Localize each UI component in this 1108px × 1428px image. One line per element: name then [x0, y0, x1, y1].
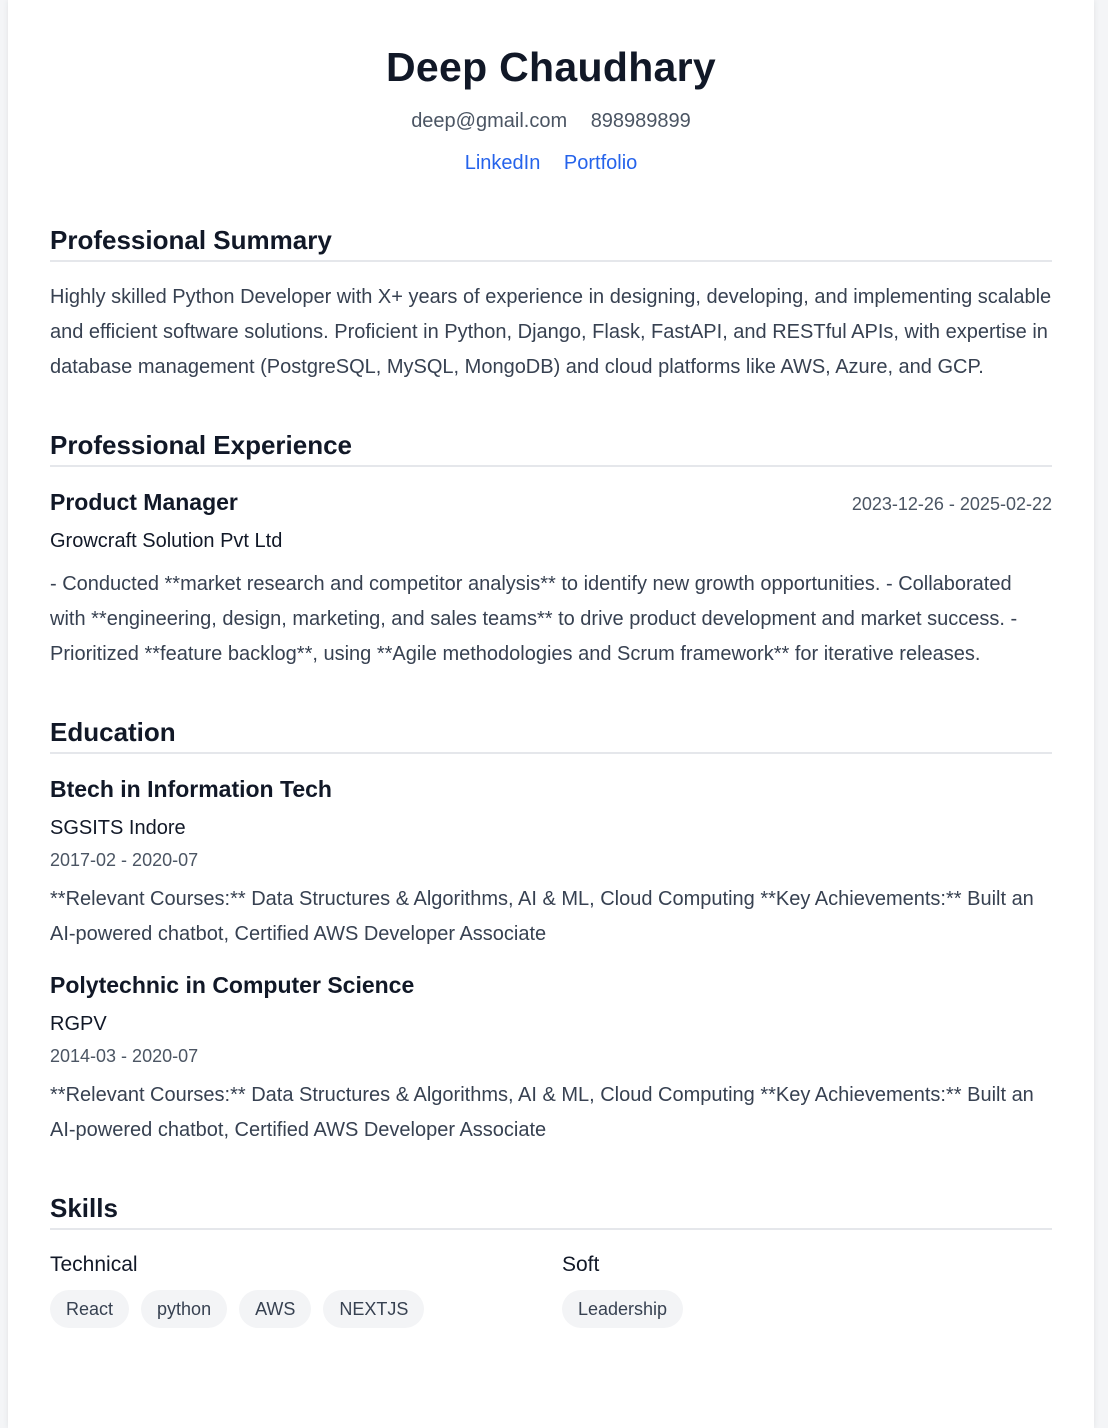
phone-text: 898989899 [590, 110, 691, 132]
skills-grid [50, 1252, 1052, 1328]
experience-heading: Professional Experience [50, 429, 1052, 467]
summary-heading: Professional Summary [50, 224, 1052, 262]
edu-details: **Relevant Courses:** Data Structures & Algorithms, AI & ML, Cloud Computing **Key Achievements:** Built an AI-powered chatbot, Certified AWS Developer Associate [50, 1084, 1034, 1141]
job-header [50, 487, 1052, 517]
summary-section [50, 224, 1052, 385]
email-text: deep@gmail.com [411, 110, 568, 132]
portfolio-link[interactable]: Portfolio [563, 152, 638, 174]
technical-skills-label: Technical [50, 1253, 138, 1276]
soft-skills-label: Soft [562, 1253, 600, 1276]
resume-header [50, 0, 1052, 176]
education-section [50, 716, 1052, 1148]
skill-chip: NEXTJS [323, 1290, 424, 1328]
job-dates: 2023-12-26 - 2025-02-22 [851, 494, 1052, 514]
skill-chip: React [50, 1290, 129, 1328]
edu-degree: Btech in Information Tech [50, 776, 332, 802]
linkedin-link[interactable]: LinkedIn [464, 152, 541, 174]
experience-section [50, 429, 1052, 672]
soft-skill-chips [562, 1290, 1052, 1328]
job-entry [50, 487, 1052, 672]
contact-line [50, 108, 1052, 134]
profile-links [50, 150, 1052, 176]
edu-school: RGPV [50, 1013, 107, 1035]
edu-dates: 2017-02 - 2020-07 [50, 850, 199, 870]
candidate-name: Deep Chaudhary [386, 44, 716, 90]
job-company: Growcraft Solution Pvt Ltd [50, 530, 283, 552]
summary-text: Highly skilled Python Developer with X+ years of experience in designing, developing, and implementing scalable and efficient software solutions. Proficient in Python, Django, Flask, FastAPI, and RESTful APIs, with expertise in database management (PostgreSQL, MySQL, MongoDB) and cloud platforms like AWS, Azure, and GCP. [50, 286, 1052, 378]
technical-skill-chips [50, 1290, 562, 1328]
education-entry [50, 970, 1052, 1148]
skill-chip: python [141, 1290, 227, 1328]
edu-school: SGSITS Indore [50, 817, 186, 839]
edu-dates: 2014-03 - 2020-07 [50, 1046, 199, 1066]
skill-chip: AWS [239, 1290, 311, 1328]
education-heading: Education [50, 716, 1052, 754]
skill-chip: Leadership [562, 1290, 683, 1328]
education-entry [50, 774, 1052, 952]
resume-page [8, 0, 1094, 1428]
edu-degree: Polytechnic in Computer Science [50, 972, 415, 998]
job-role: Product Manager [50, 489, 238, 515]
job-description: - Conducted **market research and competitor analysis** to identify new growth opportunities. - Collaborated with **engineering, design, marketing, and sales teams** to drive product development and market success. - Prioritized **feature backlog**, using **Agile methodologies and Scrum framework** for iterative releases. [50, 573, 1018, 665]
soft-skills [562, 1252, 1052, 1328]
edu-details: **Relevant Courses:** Data Structures & Algorithms, AI & ML, Cloud Computing **Key Achievements:** Built an AI-powered chatbot, Certified AWS Developer Associate [50, 888, 1034, 945]
skills-heading: Skills [50, 1192, 1052, 1230]
technical-skills [50, 1252, 562, 1328]
skills-section [50, 1192, 1052, 1328]
